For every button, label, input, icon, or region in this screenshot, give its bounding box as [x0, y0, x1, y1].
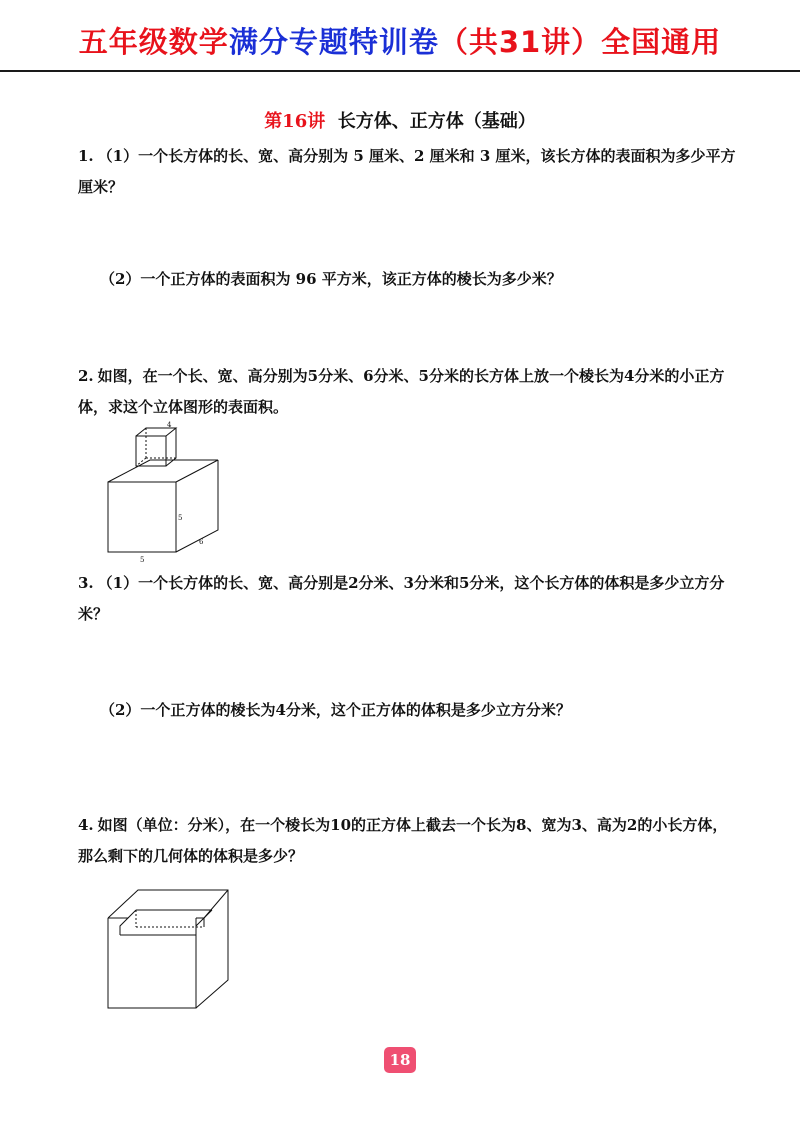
- figure-cuboid-with-cube: [100, 420, 230, 565]
- lecture-heading: [0, 107, 800, 133]
- cuboid-front-face: [108, 482, 176, 552]
- question-2: [78, 361, 738, 423]
- question-1-number: 1.: [78, 147, 94, 165]
- question-1-part2: （2）一个正方体的表面积为 96 平方米，该正方体的棱长为多少米？: [100, 270, 562, 288]
- cutout-edge: [204, 910, 212, 918]
- question-3-part1-text: （1）一个长方体的长、宽、高分别是2分米、3分米和5分米，这个长方体的体积是多少立方分米？: [78, 574, 725, 623]
- question-2-number: 2.: [78, 367, 94, 385]
- label-height: 5: [178, 514, 183, 522]
- cutout-edge: [128, 910, 136, 918]
- cuboid-right-face: [176, 460, 218, 552]
- label-length: 5: [140, 556, 145, 564]
- question-4-number: 4.: [78, 816, 94, 834]
- question-1-part1: [78, 141, 738, 203]
- cube-top-right-edges: [108, 890, 228, 1008]
- question-3-part1: [78, 568, 738, 630]
- page-number-badge: 18: [384, 1047, 416, 1073]
- label-width: 6: [199, 538, 204, 546]
- banner-title-part2: 满分专题特训卷: [228, 25, 439, 59]
- cutout-front-left: [108, 918, 128, 935]
- page-banner: [0, 0, 800, 72]
- label-cube-edge: 4: [167, 421, 172, 429]
- banner-title: [0, 20, 800, 61]
- question-1-part1-text: （1）一个长方体的长、宽、高分别为 5 厘米、2 厘米和 3 厘米，该长方体的表面积为多少平方厘米？: [78, 147, 736, 196]
- question-4-text: 如图（单位：分米），在一个棱长为10的正方体上截去一个长为8、宽为3、高为2的小长方体，那么剩下的几何体的体积是多少？: [78, 816, 728, 865]
- cube-front-edges: [108, 918, 196, 1008]
- cuboid-top-face: [108, 460, 218, 482]
- banner-title-part3: （共31讲）全国通用: [438, 25, 722, 59]
- cube-top-face: [136, 428, 176, 436]
- banner-divider: [0, 70, 800, 72]
- figure-cube-with-cutout: [100, 880, 240, 1015]
- question-4: [78, 810, 738, 872]
- question-2-text: 如图，在一个长、宽、高分别为5分米、6分米、5分米的长方体上放一个棱长为4分米的小正方体，求这个立体图形的表面积。: [78, 367, 725, 416]
- lecture-title: 长方体、正方体（基础）: [337, 111, 536, 132]
- banner-title-part1: 五年级数学: [78, 25, 229, 59]
- cube-front-face: [136, 436, 166, 466]
- question-3-part2: （2）一个正方体的棱长为4分米，这个正方体的体积是多少立方分米？: [100, 701, 571, 719]
- question-3-number: 3.: [78, 574, 94, 592]
- lecture-number: 第16讲: [264, 111, 326, 132]
